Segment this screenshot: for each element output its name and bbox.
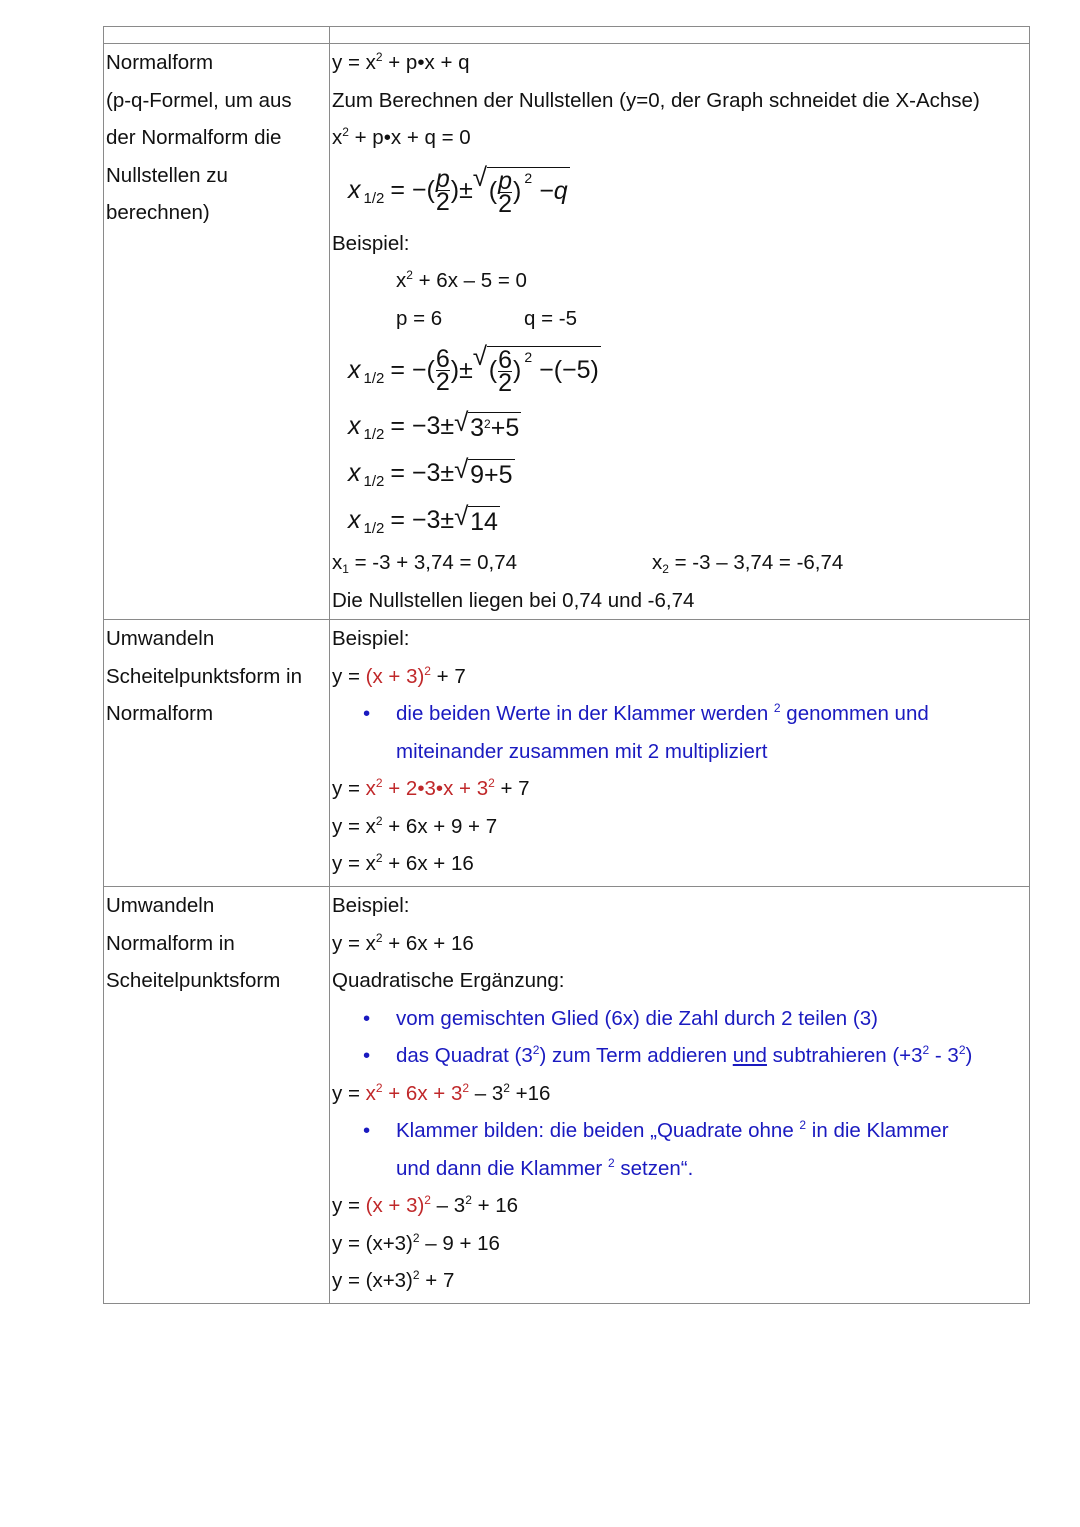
row-label bbox=[104, 887, 330, 1304]
equation: $y = (x+3)^2 - 9 + 16$ bbox=[332, 1230, 500, 1255]
row-scheitel-to-normal bbox=[104, 620, 1030, 887]
bullet-item: • Klammer bilden: die beiden „Quadrate ohne $^2$ in die Klammer bbox=[330, 1112, 1029, 1150]
bullet-item: • vom gemischten Glied (6x) die Zahl durch 2 teilen (3) bbox=[330, 1000, 1029, 1038]
label-line: Umwandeln bbox=[106, 627, 215, 650]
empty-cell bbox=[104, 27, 330, 44]
label-line: Scheitelpunktsform in bbox=[106, 664, 302, 688]
label-line: Nullstellen zu bbox=[106, 163, 228, 187]
row-label bbox=[104, 620, 330, 887]
row-label bbox=[104, 44, 330, 620]
bullet-continuation: und dann die Klammer $^2$ setzen“. bbox=[396, 1155, 694, 1180]
pq-formula-example: x 1/2 = −( $\frac{6}{2}$ )± √ ( $\frac{6}{2}$ ) $^2$ −(−5) bbox=[330, 337, 1029, 403]
pq-formula: x 1/2 = −( $\frac{p}{2}$ )± √ ( $\frac{p}{2}$ ) $^2$ −q bbox=[330, 157, 1029, 225]
q-value: q = -5 bbox=[524, 306, 577, 330]
solution-step-2: x 1/2 = −3± √ 9+5 bbox=[330, 450, 1029, 497]
bullet-continuation: miteinander zusammen mit 2 multipliziert bbox=[396, 739, 768, 763]
row-normal-to-scheitel bbox=[104, 887, 1030, 1304]
equation: $y = x^2$ + 2•3•x + $3^2 + 7$ bbox=[332, 776, 530, 800]
square-root: √ 14 bbox=[468, 506, 500, 535]
x1-solution: $x_1 = -3 + 3,74 = 0,74$ bbox=[332, 551, 518, 576]
header-empty-row bbox=[104, 27, 1030, 44]
pq-values bbox=[330, 300, 1029, 338]
square-root: √ ( $\frac{6}{2}$ ) $^2$ −(−5) bbox=[487, 346, 601, 394]
formula-table bbox=[103, 26, 1030, 1304]
row-content bbox=[330, 620, 1030, 887]
example-label: Beispiel: bbox=[332, 231, 410, 255]
equation: $y = x^2 + 6x + 3^2 - 3^2 +16$ bbox=[332, 1080, 551, 1105]
equation: $y = x^2 + 6x + 16$ bbox=[332, 851, 474, 875]
empty-cell bbox=[330, 27, 1030, 44]
description: Zum Berechnen der Nullstellen (y=0, der Graph schneidet die X-Achse) bbox=[332, 88, 980, 112]
solutions bbox=[330, 544, 1029, 582]
normalform-equation: $y = x^2$ + p•x + q bbox=[332, 50, 470, 74]
label-line: Umwandeln bbox=[106, 894, 215, 917]
label-line: Normalform in bbox=[106, 931, 235, 955]
example-equation: $x^2 + 6x - 5 = 0$ bbox=[396, 268, 527, 292]
bullet-icon: • bbox=[363, 1006, 371, 1030]
row-normalform bbox=[104, 44, 1030, 620]
label-line: berechnen) bbox=[106, 201, 210, 224]
bullet-icon: • bbox=[363, 1044, 371, 1067]
row-content bbox=[330, 44, 1030, 620]
label-line: Normalform bbox=[106, 702, 214, 725]
subheading: Quadratische Ergänzung: bbox=[332, 969, 565, 992]
equation: $y = x^2 + 6x + 16$ bbox=[332, 930, 474, 955]
square-root: √ $3^2+5$ bbox=[468, 412, 521, 441]
label-line: der Normalform die bbox=[106, 126, 282, 149]
label-line: Scheitelpunktsform bbox=[106, 969, 281, 992]
row-content bbox=[330, 887, 1030, 1304]
solution-step-1: x 1/2 = −3± √ $3^2+5$ bbox=[330, 403, 1029, 450]
label-line: (p-q-Formel, um aus bbox=[106, 88, 292, 112]
equation: $y = (x+3)^2 + 7$ bbox=[332, 1268, 455, 1292]
solution-step-3: x 1/2 = −3± √ 14 bbox=[330, 497, 1029, 544]
example-label: Beispiel: bbox=[332, 894, 410, 917]
square-root: √ ( $\frac{p}{2}$ ) $^2$ −q bbox=[487, 167, 570, 215]
zero-equation: $x^2$ + p•x + q = 0 bbox=[332, 125, 471, 149]
square-root: √ 9+5 bbox=[468, 459, 514, 488]
bullet-icon: • bbox=[363, 702, 371, 725]
equation: $y = x^2 + 6x + 9 + 7$ bbox=[332, 813, 498, 838]
x2-solution: $x_2 = -3 - 3,74 = -6,74$ bbox=[652, 551, 844, 576]
example-label: Beispiel: bbox=[332, 627, 410, 650]
bullet-item: • die beiden Werte in der Klammer werden $^2$ genommen und bbox=[330, 695, 1029, 733]
equation: $y = (x + 3)^2 + 7$ bbox=[332, 663, 466, 688]
equation: $y = (x + 3)^2 - 3^2 + 16$ bbox=[332, 1193, 519, 1217]
bullet-item: • das Quadrat $(3^2)$ zum Term addieren und subtrahieren $(+3^2 - 3^2)$ bbox=[330, 1037, 1029, 1075]
p-value: p = 6 bbox=[396, 306, 443, 330]
conclusion: Die Nullstellen liegen bei 0,74 und -6,74 bbox=[332, 588, 695, 612]
bullet-icon: • bbox=[363, 1119, 371, 1142]
label-line: Normalform bbox=[106, 51, 214, 74]
